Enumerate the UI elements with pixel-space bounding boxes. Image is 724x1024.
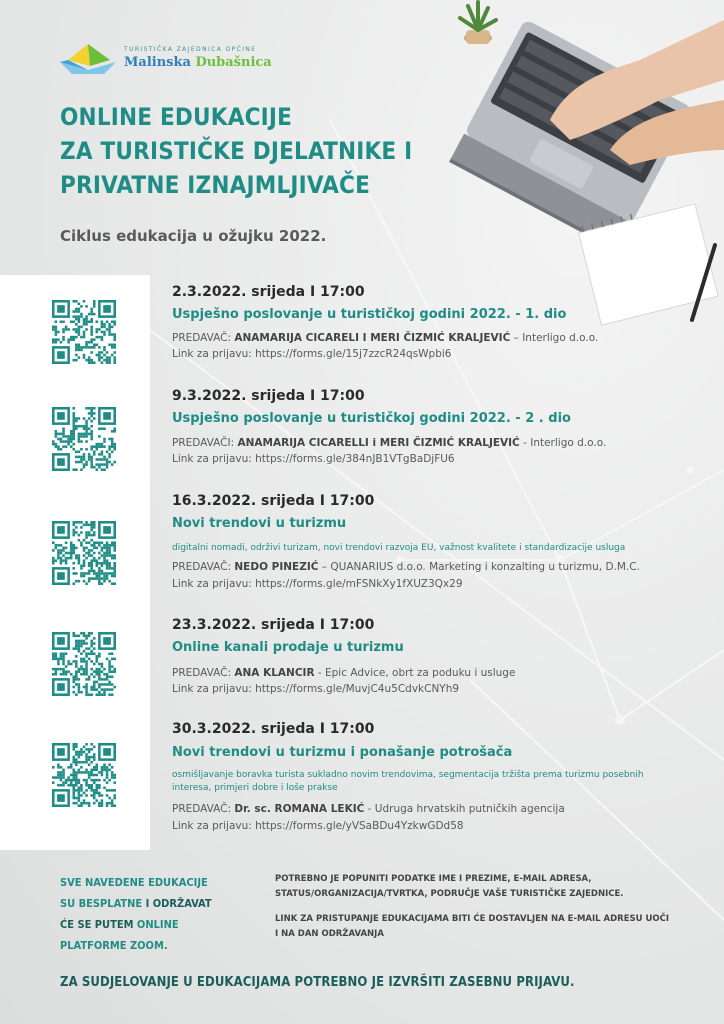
lecturer-names: Dr. sc. ROMANA LEKIĆ — [234, 803, 365, 815]
event-link[interactable]: Link za prijavu: https://forms.gle/MuvjC4u5CdvkCNYh9 — [172, 683, 460, 695]
event-title: Uspješno poslovanje u turističkoj godini 2022. - 1. dio — [172, 307, 567, 322]
footer-left-line-3 — [60, 914, 260, 935]
qr-code-icon[interactable] — [52, 632, 116, 696]
footer-left-3a: ĆE SE PUTEM — [60, 918, 137, 931]
footer-right-paragraph-1: POTREBNO JE POPUNITI PODATKE IME I PREZIME, E-MAIL ADRESA, STATUS/ORGANIZACIJA/TVRTKA, PODRUČJE VAŠE TURISTIČKE ZAJEDNICE. — [275, 874, 624, 899]
event-link[interactable]: Link za prijavu: https://forms.gle/mFSNkXy1fXUZ3Qx29 — [172, 578, 463, 590]
lecturer-org: - Epic Advice, obrt za poduku i usluge — [314, 667, 516, 679]
footer-info-left — [60, 872, 260, 956]
lecturer-prefix: PREDAVAČ: — [172, 803, 235, 815]
qr-code-icon[interactable] — [52, 407, 116, 471]
laptop-illustration — [430, 0, 724, 330]
event-description: digitalni nomadi, održivi turizam, novi trendovi razvoja EU, važnost kvalitete i standardizacije usluga — [172, 543, 626, 553]
event-date: 16.3.2022. srijeda I 17:00 — [172, 493, 375, 509]
lecturer-names: NEDO PINEZIĆ — [234, 561, 319, 573]
qr-code-icon[interactable] — [52, 521, 116, 585]
event-link[interactable]: Link za prijavu: https://forms.gle/yVSaBDu4YzkwGDd58 — [172, 820, 464, 832]
logo-boat-icon — [58, 40, 118, 76]
footer-left-2b: I ODRŽAVAT — [145, 897, 212, 910]
title-line-2: ZA TURISTIČKE DJELATNIKE I — [60, 137, 413, 165]
page-title — [60, 100, 460, 202]
footer-left-line-1: SVE NAVEDENE EDUKACIJE — [60, 876, 208, 889]
lecturer-org: - Interligo d.o.o. — [519, 437, 607, 449]
event-lecturer — [172, 803, 565, 815]
event-link[interactable]: Link za prijavu: https://forms.gle/384nJB1VTgBaDjFU6 — [172, 453, 455, 465]
event-date: 9.3.2022. srijeda I 17:00 — [172, 388, 365, 404]
qr-code-icon[interactable] — [52, 743, 116, 807]
footer-left-line-4: PLATFORME ZOOM. — [60, 939, 168, 952]
lecturer-names: ANA KLANCIR — [234, 667, 315, 679]
logo-name-part2: Dubašnica — [195, 55, 272, 70]
footer-left-3b: ONLINE — [136, 918, 179, 931]
lecturer-org: – QUANARIUS d.o.o. Marketing i konzalting u turizmu, D.M.C. — [318, 561, 640, 573]
footer-left-2a: SU BESPLATNE — [60, 897, 146, 910]
event-lecturer — [172, 437, 606, 449]
lecturer-org: – Interligo d.o.o. — [510, 332, 599, 344]
lecturer-prefix: PREDAVAČI: — [172, 437, 238, 449]
title-line-1: ONLINE EDUKACIJE — [60, 103, 293, 131]
event-link[interactable]: Link za prijavu: https://forms.gle/15j7zzcR24qsWpbi6 — [172, 348, 452, 360]
event-title: Uspješno poslovanje u turističkoj godini 2022. - 2 . dio — [172, 411, 571, 426]
footer-info-right — [275, 872, 675, 952]
plant-icon — [460, 2, 496, 44]
page-subtitle: Ciklus edukacija u ožujku 2022. — [60, 227, 327, 245]
logo-subtitle: TURISTIČKA ZAJEDNICA OPĆINE — [124, 46, 257, 53]
lecturer-names: ANAMARIJA CICARELI I MERI ČIZMIĆ KRALJEVIĆ — [234, 332, 511, 344]
event-lecturer — [172, 667, 515, 679]
event-title: Novi trendovi u turizmu i ponašanje potrošača — [172, 745, 513, 760]
lecturer-prefix: PREDAVAČ: — [172, 667, 235, 679]
event-lecturer — [172, 561, 640, 573]
event-lecturer — [172, 332, 598, 344]
logo — [58, 38, 272, 78]
event-title: Online kanali prodaje u turizmu — [172, 640, 404, 655]
lecturer-prefix: PREDAVAČ: — [172, 561, 235, 573]
logo-name — [124, 55, 272, 70]
event-description: osmišljavanje boravka turista sukladno novim trendovima, segmentacija tržišta prema turizmu posebnih interesa, primjeri dobre i loše prakse — [172, 770, 644, 793]
footer-right-paragraph-2: LINK ZA PRISTUPANJE EDUKACIJAMA BITI ĆE DOSTAVLJEN NA E-MAIL ADRESU UOČI I NA DAN ODRŽAVANJA — [275, 914, 670, 939]
event-date: 2.3.2022. srijeda I 17:00 — [172, 284, 365, 300]
footer-left-line-2 — [60, 893, 260, 914]
event-date: 30.3.2022. srijeda I 17:00 — [172, 721, 375, 737]
title-line-3: PRIVATNE IZNAJMLJIVAČE — [60, 171, 371, 199]
qr-code-icon[interactable] — [52, 300, 116, 364]
lecturer-prefix: PREDAVAČ: — [172, 332, 235, 344]
footer-registration-note: ZA SUDJELOVANJE U EDUKACIJAMA POTREBNO JE IZVRŠITI ZASEBNU PRIJAVU. — [60, 975, 575, 990]
event-date: 23.3.2022. srijeda I 17:00 — [172, 617, 375, 633]
lecturer-names: ANAMARIJA CICARELLI i MERI ČIZMIĆ KRALJEVIĆ — [237, 437, 520, 449]
logo-name-part1: Malinska — [124, 55, 191, 70]
event-title: Novi trendovi u turizmu — [172, 516, 347, 531]
lecturer-org: - Udruga hrvatskih putničkih agencija — [364, 803, 565, 815]
